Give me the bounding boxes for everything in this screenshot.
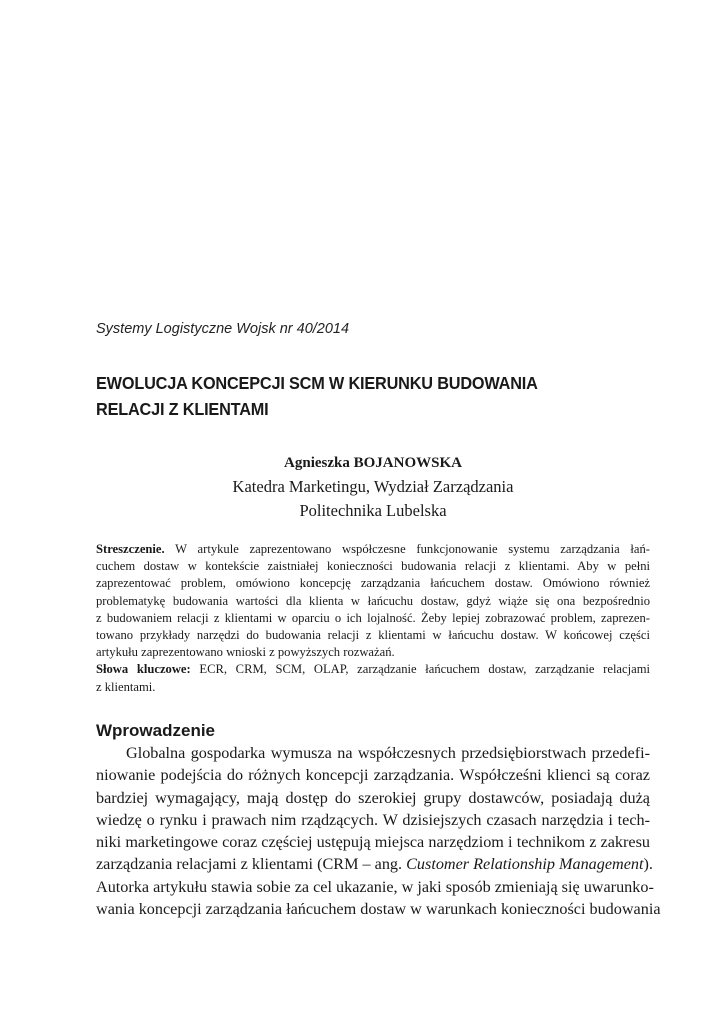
abstract-line: cuchem dostaw w kontekście zaistniałej konieczności budowania relacji z klientami. Aby w pełni (96, 559, 650, 574)
abstract-line: zaprezentować problem, omówiono koncepcję zarządzania łańcuchem dostaw. Omówiono również (96, 576, 650, 591)
abstract-line (96, 541, 650, 558)
body-text-segment: zarządzania relacjami z klientami (CRM – ang. (96, 855, 407, 874)
author-affiliation-department: Katedra Marketingu, Wydział Zarządzania (232, 477, 514, 496)
keywords-label: Słowa kluczowe: (96, 662, 191, 677)
keywords-line (96, 661, 650, 678)
abstract-line: artykułu zaprezentowano wnioski z powyższych rozważań. (96, 645, 395, 660)
abstract-line: z budowaniem relacji z klientami w oparciu o ich lojalność. Żeby lepiej zobrazować problem, zaprezen- (96, 610, 650, 625)
body-italic-term: Customer Relationship Management (406, 855, 644, 874)
body-line: bardziej wymagający, mają dostęp do szerokiej grupy dostawców, posiadają dużą (96, 788, 650, 807)
abstract-label: Streszczenie. (96, 542, 165, 556)
body-text-segment: ). (643, 855, 653, 874)
title-line-1: EWOLUCJA KONCEPCJI SCM W KIERUNKU BUDOWANIA (96, 373, 538, 393)
body-text (96, 742, 661, 920)
abstract-text: W artykule zaprezentowano współczesne funkcjonowanie systemu zarządzania łań- (164, 542, 650, 556)
body-line: Globalna gospodarka wymusza na współczesnych przedsiębiorstwach przedefi- (126, 744, 650, 762)
abstract (96, 541, 650, 696)
keywords-line: z klientami. (96, 679, 156, 694)
journal-header: Systemy Logistyczne Wojsk nr 40/2014 (96, 321, 350, 337)
body-line (96, 853, 653, 875)
body-line: wania koncepcji zarządzania łańcuchem dostaw w warunkach konieczności budowania (96, 900, 661, 919)
author-block (96, 451, 650, 523)
body-line: Autorka artykułu stawia sobie za cel ukazanie, w jaki sposób zmieniają się uwarunko- (96, 877, 654, 896)
title-line-2: RELACJI Z KLIENTAMI (96, 399, 269, 419)
body-line: niki marketingowe coraz częściej ustępują miejsca narzędziom i technikom z zakresu (96, 833, 650, 852)
abstract-line: towano przykłady narzędzi do budowania relacji z klientami w łańcuchu dostaw. W końcowej części (96, 628, 650, 643)
section-heading: Wprowadzenie (96, 721, 216, 740)
abstract-line: problematykę budowania wartości dla klienta w łańcuchu dostaw, gdyż wiąże się ona bezpośrednio (96, 593, 650, 608)
keywords-text: ECR, CRM, SCM, OLAP, zarządzanie łańcuchem dostaw, zarządzanie relacjami (190, 662, 650, 677)
author-name: Agnieszka BOJANOWSKA (284, 455, 462, 471)
body-line: niowanie podejścia do różnych koncepcji zarządzania. Współcześni klienci są coraz (96, 766, 650, 785)
author-affiliation-university: Politechnika Lubelska (299, 501, 447, 520)
article-title (96, 370, 589, 422)
body-line: wiedzę o rynku i prawach nim rządzących. W dzisiejszych czasach narzędzia i tech- (96, 810, 650, 829)
